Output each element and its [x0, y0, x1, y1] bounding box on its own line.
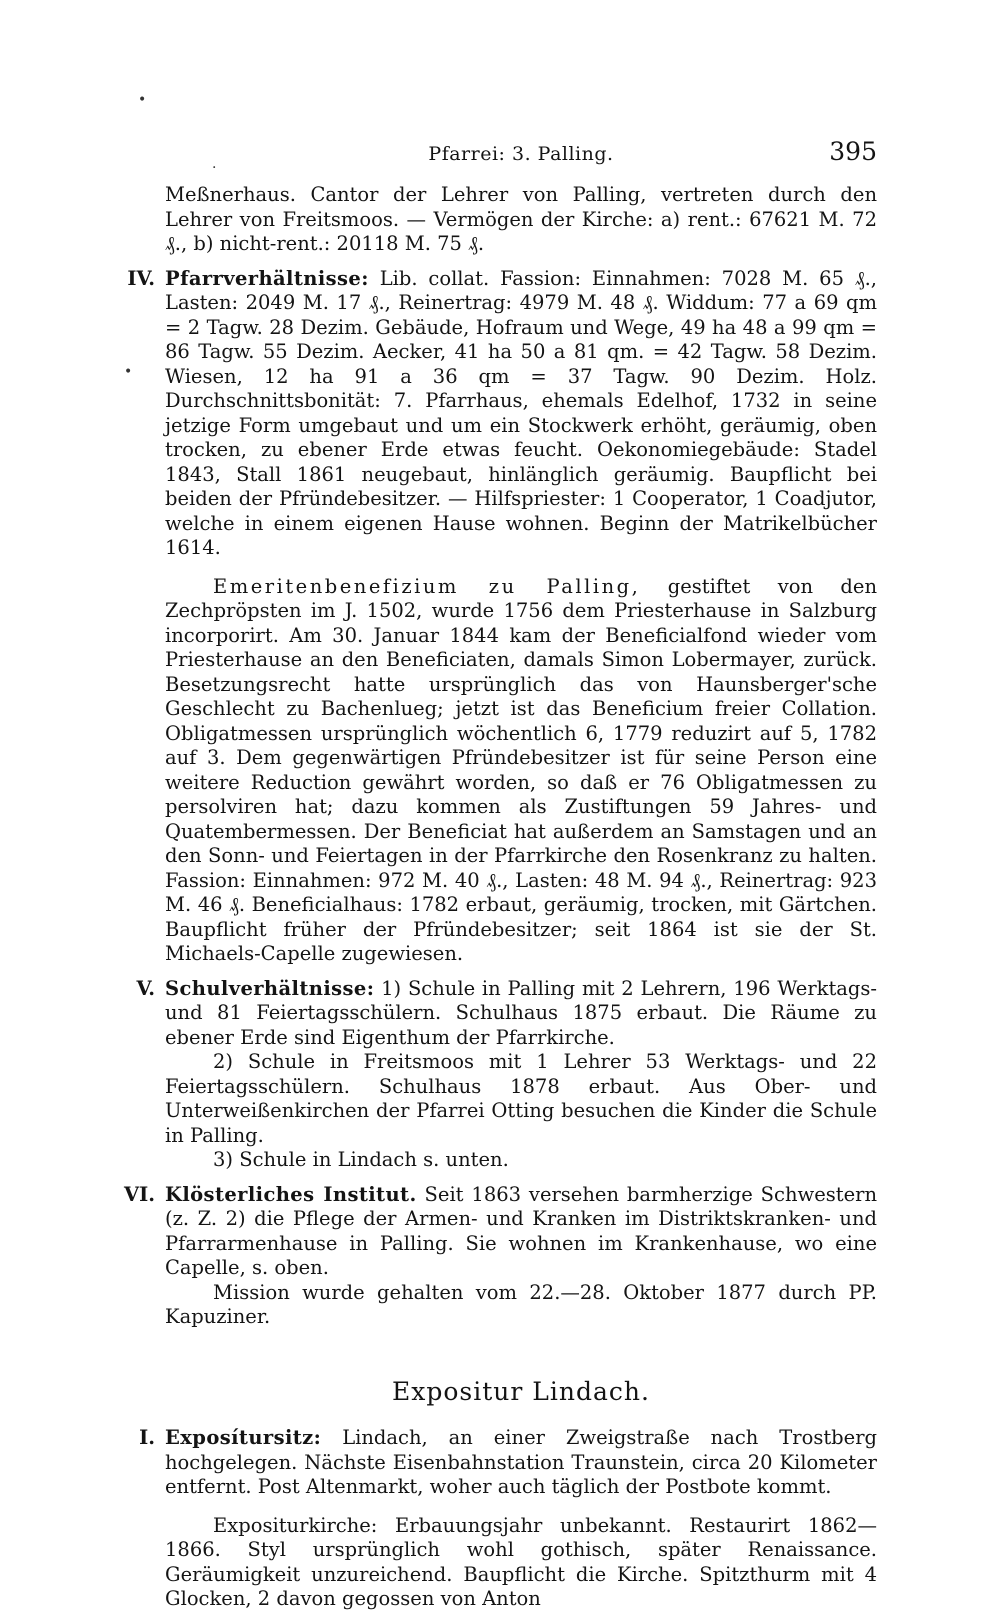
section-numeral: I. — [139, 1426, 155, 1449]
section-heading: Exposítursitz: — [165, 1426, 322, 1449]
page-header — [165, 137, 877, 173]
expositur-title: Expositur Lindach. — [392, 1376, 650, 1406]
running-title: Pfarrei: 3. Palling. — [428, 143, 614, 165]
section-heading: Schulverhältnisse: — [165, 976, 375, 1000]
section-text: Lib. collat. Fassion: Einnahmen: 7028 M. 65 ₰., Lasten: 2049 M. 17 ₰., Reinertrag: 4979 M. 48 ₰. Widdum: 77 a 69 qm = 2 Tagw. 28 Dezim. Gebäude, Hofraum und Wege, 49 ha 48 a 99 qm = 86 Tagw. 55 Dezim. Aecker, 41 ha 50 a 81 qm. = 42 Tagw. 58 Dezim. Wiesen, 12 ha 91 a 36 qm = 37 Tagw. 90 Dezim. Holz. Durchschnittsbonität: 7. Pfarrhaus, ehemals Edelhof, 1732 in seine jetzige Form umgebaut und um ein Stockwerk erhöht, geräumig, oben trocken, zu ebener Erde etwas feucht. Oekonomiegebäude: Stadel 1843, Stall 1861 neugebaut, hinlänglich geräumig. Baupflicht bei beiden der Pfründebesitzer. — Hilfspriester: 1 Cooperator, 1 Coadjutor, welche in einem eigenen Hause wohnen. Beginn der Matrikelbücher 1614. — [165, 266, 877, 559]
benefice-paragraph — [165, 575, 877, 967]
stray-mark: · — [212, 160, 217, 176]
continuation-paragraph: Meßnerhaus. Cantor der Lehrer von Palling, vertreten durch den Lehrer von Freitsmoos. — Vermögen der Kirche: a) rent.: 67621 M. 72 ₰., b) nicht-rent.: 20118 M. 75 ₰. — [165, 183, 877, 255]
section-numeral: V. — [136, 976, 155, 1000]
stray-mark: • — [124, 364, 133, 380]
school-item-3: 3) Schule in Lindach s. unten. — [213, 1148, 509, 1171]
benefice-text: gestiftet von den Zechpröpsten im J. 1502, wurde 1756 dem Priesterhause in Salzburg incorporirt. Am 30. Januar 1844 kam der Beneficialfond wieder vom Priesterhause an den Beneficiaten, damals Simon Lobermayer, zurück. Besetzungsrecht hatte ursprünglich das von Haunsberger'sche Geschlecht zu Bachenlueg; jetzt ist das Beneficium freier Collation. Obligatmessen ursprünglich wöchentlich 6, 1779 reduzirt auf 5, 1782 auf 3. Dem gegenwärtigen Pfründebesitzer ist für seine Person eine weitere Reduction gewährt worden, so daß er 76 Obligatmessen zu persolviren hat; dazu kommen als Zustiftungen 59 Jahres- und Quatembermessen. Der Beneficiat hat außerdem an Samstagen und an den Sonn- und Feiertagen in der Pfarrkirche den Rosenkranz zu halten. Fassion: Einnahmen: 972 M. 40 ₰., Lasten: 48 M. 94 ₰., Reinertrag: 923 M. 46 ₰. Beneficialhaus: 1782 erbaut, geräumig, trocken, mit Gärtchen. Baupflicht früher der Pfründebesitzer; seit 1864 ist sie der St. Michaels-Capelle zugewiesen. — [165, 574, 877, 965]
benefice-heading: Emeritenbenefizium zu Palling, — [213, 574, 641, 598]
section-numeral: IV. — [127, 266, 155, 290]
stray-mark: • — [138, 92, 147, 108]
expositur-church-paragraph: Expositurkirche: Erbauungsjahr unbekannt. Restaurirt 1862—1866. Styl ursprünglich wohl gothisch, später Renaissance. Geräumigkeit unzureichend. Baupflicht die Kirche. Spitzthurm mit 4 Glocken, 2 davon gegossen von Anton — [165, 1513, 877, 1610]
school-item-2: 2) Schule in Freitsmoos mit 1 Lehrer 53 Werktags- und 22 Feiertagsschülern. Schulhaus 1878 erbaut. Aus Ober- und Unterweißenkirchen der Pfarrei Otting besuchen die Kinder die Schule in Palling. — [165, 1050, 877, 1147]
section-text: 1) Schule in Palling mit 2 Lehrern, 196 Werktags- und 81 Feiertagsschülern. Schulhaus 1875 erbaut. Die Räume zu ebener Erde sind Eigenthum der Pfarrkirche. — [165, 976, 878, 1049]
section-text: Seit 1863 versehen barmherzige Schwestern (z. Z. 2) die Pflege der Armen- und Kranken im Distriktskranken- und Pfarrarmenhause in Palling. Sie wohnen im Krankenhause, wo eine Capelle, s. oben. — [165, 1182, 877, 1279]
section-text: Lindach, an einer Zweigstraße nach Trostberg hochgelegen. Nächste Eisenbahnstation Traunstein, circa 20 Kilometer entfernt. Post Altenmarkt, woher auch täglich der Postbote kommt. — [165, 1426, 877, 1498]
page-body — [123, 183, 878, 1612]
page-number: 395 — [829, 137, 877, 166]
section-heading: Klösterliches Institut. — [165, 1182, 417, 1206]
mission-note: Mission wurde gehalten vom 22.—28. Oktober 1877 durch PP. Kapuziner. — [165, 1280, 877, 1328]
section-heading: Pfarrverhältnisse: — [165, 266, 369, 290]
section-iv — [127, 266, 877, 561]
section-vi — [123, 1182, 877, 1281]
section-numeral: VI. — [123, 1182, 155, 1206]
expositur-section-i — [139, 1426, 877, 1500]
section-v — [136, 976, 878, 1051]
